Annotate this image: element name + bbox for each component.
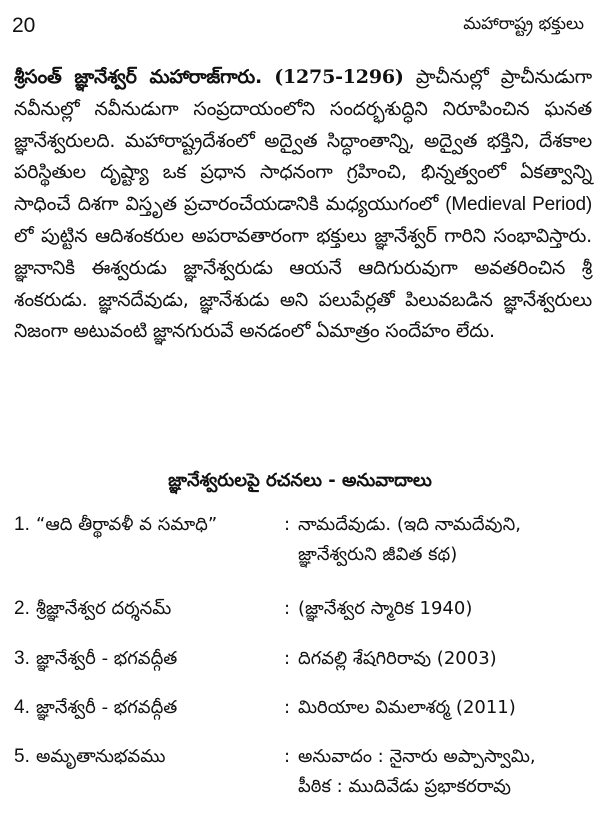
work-index: 3. [14, 648, 30, 669]
work-separator: : [283, 598, 291, 619]
work-index: 4. [14, 697, 30, 718]
work-separator: : [283, 514, 291, 535]
work-separator: : [283, 746, 291, 767]
page-number: 20 [12, 14, 36, 37]
work-author [298, 693, 594, 723]
life-years: (1275-1296) [274, 66, 404, 88]
work-author-line: అనువాదం : నైనారు అప్పాస్వామి, [298, 746, 536, 767]
work-item-4 [14, 693, 594, 723]
work-author-line: నామదేవుడు. (ఇది నామదేవుని, [298, 514, 521, 535]
work-item-2 [14, 594, 594, 624]
work-author [298, 644, 594, 674]
work-item-5 [14, 742, 594, 802]
work-separator: : [283, 648, 291, 669]
work-title: శ్రీజ్ఞానేశ్వర దర్శనమ్ [36, 598, 172, 619]
work-author-line: దిగవల్లి శేషగిరిరావు (2003) [298, 648, 497, 669]
medieval-period-term: (Medieval Period) [445, 194, 592, 216]
work-item-1 [14, 510, 594, 570]
work-title: “ఆది తీర్థావళీ వ సమాధి” [36, 514, 218, 535]
work-index: 1. [14, 514, 30, 535]
work-author-line: మిరియాల విమలాశర్మ (2011) [298, 697, 516, 718]
work-author [298, 742, 594, 802]
intro-paragraph [14, 62, 592, 348]
work-author-line: (జ్ఞానేశ్వర స్మారిక 1940) [298, 598, 473, 619]
intro-text-part-2: లో పుట్టిన ఆదిశంకరుల అపరావతారంగా భక్తులు జ్ఞానేశ్వర్ గారిని సంభావిస్తారు. జ్ఞానానికి ఈశ్వరుడు జ్ఞానేశ్వరుడు ఆయనే ఆదిగురువుగా అవతరించిన శ్రీ శంకరుడు. జ్ఞానదేవుడు, జ్ఞానేశుడు అని పలుపేర్లతో పిలువబడిన జ్ఞానేశ్వరులు నిజంగా అటువంటి జ్ఞానగురువే అనడంలో ఏమాత్రం సందేహం లేదు. [14, 224, 592, 343]
work-author [298, 594, 594, 624]
work-separator: : [283, 697, 291, 718]
work-title: జ్ఞానేశ్వరీ - భగవద్గీత [36, 697, 178, 718]
intro-text-part-1: ప్రాచీనుల్లో ప్రాచీనుడుగా నవీనుల్లో నవీనుడుగా సంప్రదాయంలోని సందర్భశుద్ధిని నిరూపించిన ఘనత జ్ఞానేశ్వరులది. మహారాష్ట్రదేశంలో అద్వైత సిద్ధాంతాన్ని, అద్వైత భక్తిని, దేశకాల పరిస్థితుల దృష్ట్యా ఒక ప్రధాన సాధనంగా గ్రహించి, భిన్నత్వంలో ఏకత్వాన్ని సాధించే దిశగా విస్తృత ప్రచారంచేయడానికి మధ్యయుగంలో [14, 66, 592, 216]
work-author-line: పీఠిక : ముదివేడు ప్రభాకరరావు [298, 776, 511, 797]
work-index: 5. [14, 746, 30, 767]
running-title: మహారాష్ట్ర భక్తులు [463, 14, 584, 34]
works-section-title: జ్ఞానేశ్వరులపై రచనలు - అనువాదాలు [168, 470, 432, 491]
work-item-3 [14, 644, 594, 674]
work-title: అమృతానుభవము [36, 746, 166, 767]
work-index: 2. [14, 598, 30, 619]
work-title: జ్ఞానేశ్వరీ - భగవద్గీత [36, 648, 178, 669]
work-author-line: జ్ఞానేశ్వరుని జీవిత కథ) [298, 544, 458, 565]
work-author [298, 510, 594, 570]
saint-name: శ్రీసంత్ జ్ఞానేశ్వర్ మహారాజ్‌గారు. [14, 66, 263, 88]
